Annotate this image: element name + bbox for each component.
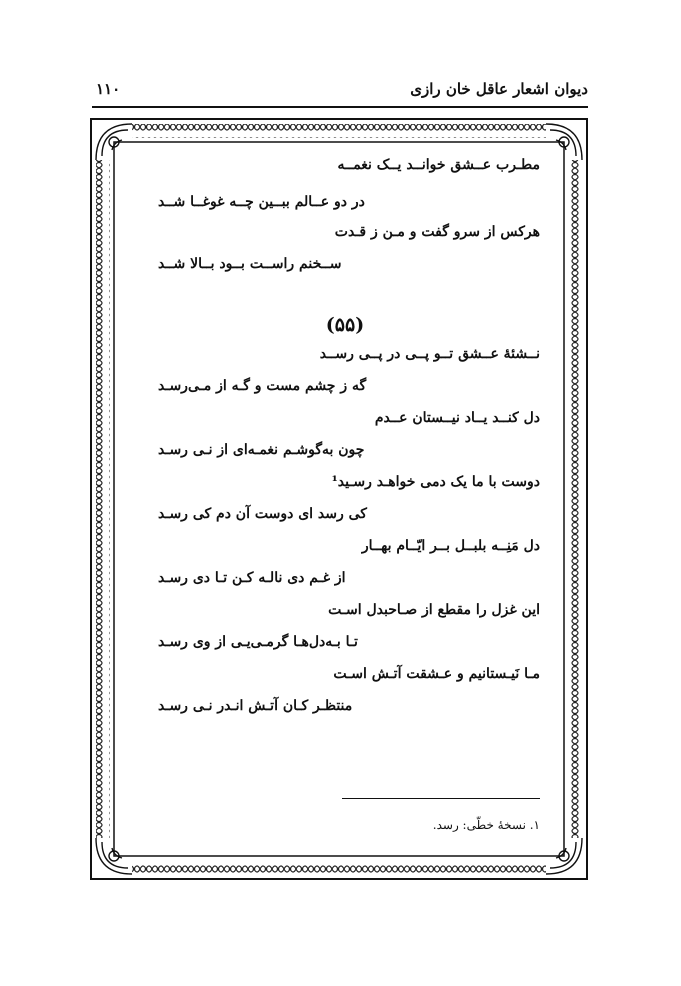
- page-header: [92, 80, 588, 108]
- verse-line: مطـرب عــشق خوانــد یــک نغمــه: [337, 157, 540, 173]
- footnote-divider: [342, 798, 540, 799]
- verse-line: ســخنم راســت بــود بــالا شــد: [158, 256, 342, 272]
- verse-line: دوست با ما یک دمی خواهـد رسـید¹: [331, 474, 540, 490]
- verse-line: دل مَنِــه بلبــل بــر ایّــام بهــار: [361, 538, 540, 554]
- poem-title: (۵۵): [325, 314, 365, 336]
- verse-line: نــشئهٔ عــشق تــو پــی در پــی رســد: [319, 346, 540, 362]
- book-title: دیوان اشعار عاقل خان رازی: [410, 80, 588, 98]
- verse-line: کی رسد ای دوست آن دم کی رسـد: [158, 506, 367, 522]
- verse-line: گه ز چشم مست و گـه از مـی‌رسـد: [158, 378, 367, 394]
- verse-line: منتظـر کـان آتـش انـدر نـی رسـد: [158, 698, 353, 714]
- verse-line: مـا نَیـستانیم و عـشقت آتـش اسـت: [333, 666, 540, 682]
- verse-line: هرکس از سرو گفت و مـن ز قـدت: [334, 224, 540, 240]
- footnote: ۱. نسخهٔ خطّی: رسد.: [432, 818, 540, 832]
- verse-line: از غـم دی نالـه کـن تـا دی رسـد: [158, 570, 346, 586]
- verse-line: دل کنــد یــاد نیــستان عــدم: [374, 410, 540, 426]
- verse-line: چون به‌گوشـم نغمـه‌ای از نـی رسـد: [158, 442, 365, 458]
- page-number: ۱۱۰: [96, 80, 121, 98]
- verse-line: در دو عــالم ببــین چــه غوغــا شــد: [158, 194, 365, 210]
- verse-line: تـا بـه‌دل‌هـا گرمـی‌یـی از وی رسـد: [158, 634, 358, 650]
- verse-line: این غزل را مقطع از صـاحبدل اسـت: [328, 602, 540, 618]
